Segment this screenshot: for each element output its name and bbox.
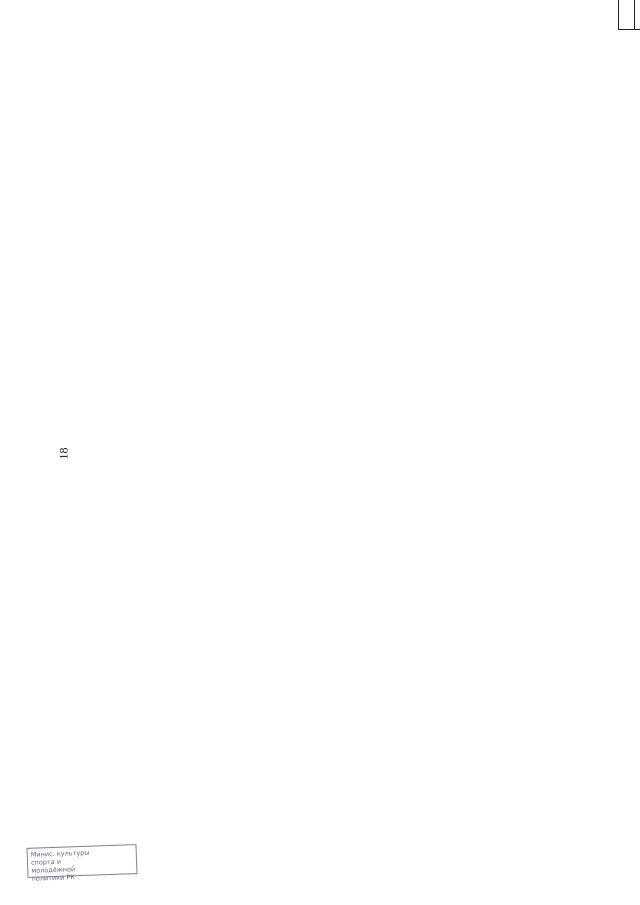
column-header-1 <box>619 0 635 30</box>
stamp-line: спорта и <box>30 857 62 867</box>
budget-table <box>618 0 640 30</box>
stamp <box>27 844 138 883</box>
stamp-line: Минис. культуры <box>30 848 90 859</box>
page-number: 18 <box>56 447 71 460</box>
header-spacer-row <box>635 0 640 30</box>
stamp-line: политики РК <box>31 873 76 883</box>
header-spacer-cell <box>635 0 640 30</box>
rotated-table-wrapper <box>618 0 640 30</box>
header-row <box>619 0 635 30</box>
stamp-line: молодёжной <box>31 865 76 875</box>
